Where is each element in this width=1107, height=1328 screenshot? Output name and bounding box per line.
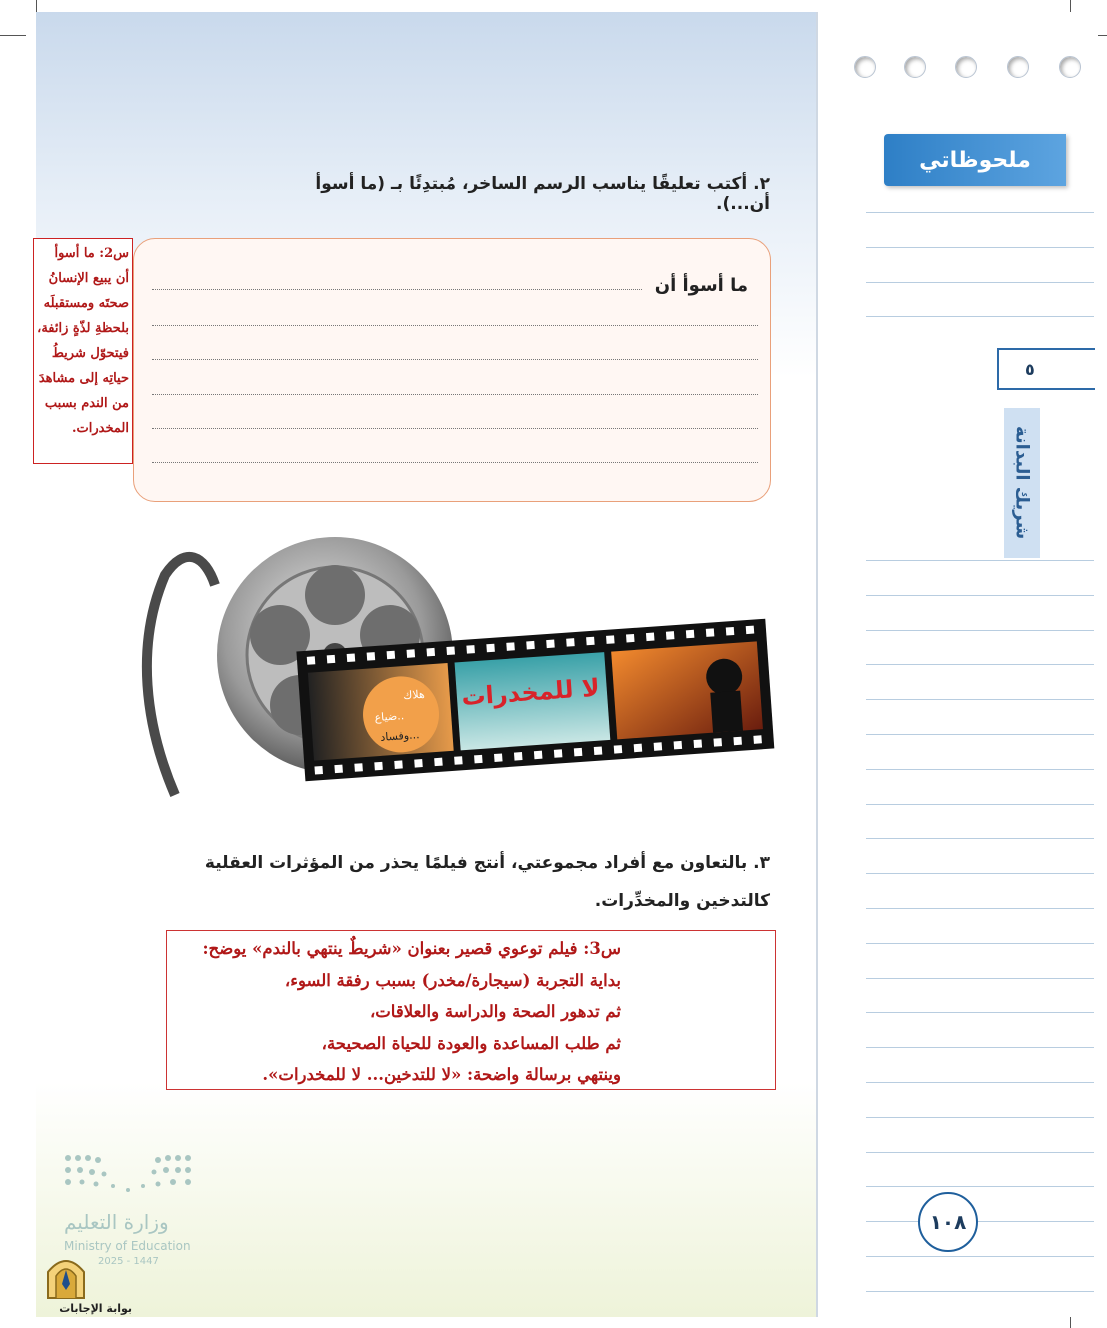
binder-hole [1059, 56, 1081, 78]
question-3-answer [166, 930, 776, 1090]
writing-line[interactable] [152, 325, 758, 326]
binder-hole [955, 56, 977, 78]
notebook-ruled-line [866, 316, 1094, 317]
side-answer-note: س2: ما أسوأ أن يبيع الإنسانُ صحتَه ومستقبلَه بلحظةِ لذّةٍ زائفة، فيتحوّل شريطُ حياتِه إلى مشاهدَ من الندم بسبب المخدرات. [33, 238, 133, 464]
notebook-ruled-line [866, 1012, 1094, 1013]
answer-line: بداية التجربة (سيجارة/مخدر) بسبب رفقة السوء، [284, 970, 621, 990]
answer-line: ثم طلب المساعدة والعودة للحياة الصحيحة، [321, 1033, 621, 1053]
crop-mark [0, 35, 26, 36]
writing-line[interactable] [152, 394, 758, 395]
answer-start-text: ما أسوأ أن [654, 275, 748, 296]
notebook-ruled-line [866, 1117, 1094, 1118]
notebook-ruled-line [866, 1186, 1094, 1187]
writing-line[interactable] [152, 462, 758, 463]
notebook-ruled-line [866, 1152, 1094, 1153]
film-reel-illustration [135, 525, 775, 805]
notebook-ruled-line [866, 247, 1094, 248]
unit-title: شريك البدانة [1004, 408, 1040, 558]
question-3-prompt: ٣. بالتعاون مع أفراد مجموعتي، أنتج فيلمًا يحذر من المؤثرات العقلية كالتدخين والمخدِّرات. [204, 853, 770, 911]
answer-line: س3: فيلم توعوي قصير بعنوان «شريطٌ ينتهي بالندم» يوضح: [202, 939, 621, 958]
unit-number: ٥ [997, 348, 1095, 390]
writing-line[interactable] [152, 359, 758, 360]
question-2-prompt: ٢. أكتب تعليقًا يناسب الرسم الساخر، مُبتدِئًا بـ (ما أسوأ أن...). [315, 174, 770, 214]
frame-text: ضياع.. [374, 709, 405, 725]
notebook-ruled-line [866, 630, 1094, 631]
answer-box [133, 238, 771, 502]
notebook-ruled-line [866, 978, 1094, 979]
notebook-ruled-line [866, 1082, 1094, 1083]
answer-line: ثم تدهور الصحة والدراسة والعلاقات، [369, 1002, 621, 1021]
notes-title: ملحوظاتي [884, 134, 1066, 186]
page-number: ١٠٨ [918, 1192, 978, 1252]
notebook-ruled-line [866, 838, 1094, 839]
writing-line[interactable] [152, 289, 642, 290]
notebook-ruled-line [866, 282, 1094, 283]
notebook-ruled-line [866, 1047, 1094, 1048]
frame-text: وفساد... [379, 728, 420, 744]
notebook-ruled-line [866, 943, 1094, 944]
gate-icon [44, 1254, 88, 1300]
notebook-ruled-line [866, 734, 1094, 735]
notebook-ruled-line [866, 560, 1094, 561]
watermark-text: بوابة الإجابات [59, 1302, 132, 1315]
ministry-logo [58, 1150, 208, 1270]
frame-slogan-text: لا للمخدرات [460, 673, 601, 712]
frame-text: هلاك [402, 687, 426, 703]
notebook-ruled-line [866, 873, 1094, 874]
notebook-ruled-line [866, 1221, 1094, 1222]
notebook-ruled-line [866, 212, 1094, 213]
notebook-ruled-line [866, 1291, 1094, 1292]
ministry-name-en: Ministry of Education [64, 1239, 191, 1253]
writing-line[interactable] [152, 428, 758, 429]
binder-hole [854, 56, 876, 78]
answer-line: وينتهي برسالة واضحة: «لا للتدخين... لا للمخدرات». [262, 1065, 621, 1084]
binder-hole [904, 56, 926, 78]
notebook-ruled-line [866, 804, 1094, 805]
notebook-ruled-line [866, 1256, 1094, 1257]
ministry-years: 2025 - 1447 [98, 1256, 159, 1267]
notebook-ruled-line [866, 595, 1094, 596]
ministry-name-ar: وزارة التعليم [64, 1210, 169, 1234]
notebook-ruled-line [866, 664, 1094, 665]
ministry-dots-icon [58, 1150, 198, 1200]
notebook-ruled-line [866, 908, 1094, 909]
binder-hole [1007, 56, 1029, 78]
notebook-ruled-line [866, 699, 1094, 700]
notebook-ruled-line [866, 769, 1094, 770]
